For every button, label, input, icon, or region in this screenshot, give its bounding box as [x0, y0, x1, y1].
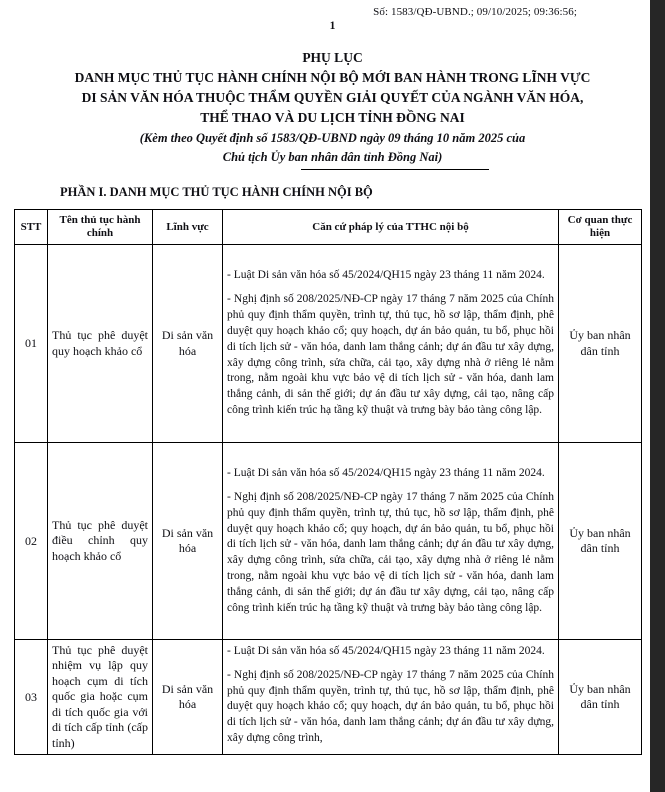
- row2-legal-para-1: - Luật Di sản văn hóa số 45/2024/QH15 ngày 23 tháng 11 năm 2024.: [227, 466, 545, 479]
- table-header-row: [15, 210, 642, 245]
- subtitle-line-2: Chủ tịch Ủy ban nhân dân tỉnh Đồng Nai): [222, 150, 443, 164]
- subtitle-line-1: (Kèm theo Quyết định số 1583/QĐ-UBND ngày 09 tháng 10 năm 2025 của: [139, 131, 526, 145]
- col-header-name: Tên thủ tục hành chính: [48, 210, 153, 245]
- title-line-3: DI SẢN VĂN HÓA THUỘC THẨM QUYỀN GIẢI QUYẾT CỦA NGÀNH VĂN HÓA,: [81, 90, 584, 105]
- table-row: [15, 640, 642, 755]
- row1-legal-para-1: - Luật Di sản văn hóa số 45/2024/QH15 ngày 23 tháng 11 năm 2024.: [227, 269, 545, 282]
- row3-legal-para-2: - Nghị định số 208/2025/NĐ-CP ngày 17 tháng 7 năm 2025 của Chính phủ quy định thẩm quyền, trình tự, thủ tục, hồ sơ lập, thẩm định, phê duyệt quy hoạch khảo cổ; quy hoạch, dự án bảo quản, tu bổ, phục hồi di tích lịch sử - văn hóa, danh lam thắng cảnh; dự án đầu tư xây dựng, xây dựng công trình,: [227, 668, 554, 744]
- row3-stt: 03: [15, 640, 48, 755]
- subtitle-underline: [301, 169, 489, 170]
- procedures-table: [14, 209, 642, 755]
- row1-field: Di sản văn hóa: [153, 245, 223, 443]
- row1-procedure-name: Thủ tục phê duyệt quy hoạch khảo cổ: [48, 245, 153, 443]
- title-block: [0, 48, 665, 128]
- row2-agency: Ủy ban nhân dân tỉnh: [559, 443, 642, 640]
- row2-field: Di sản văn hóa: [153, 443, 223, 640]
- title-line-2: DANH MỤC THỦ TỤC HÀNH CHÍNH NỘI BỘ MỚI BAN HÀNH TRONG LĨNH VỰC: [74, 70, 591, 85]
- row2-legal-basis: [223, 443, 559, 640]
- row2-procedure-name: Thủ tục phê duyệt điều chỉnh quy hoạch khảo cổ: [48, 443, 153, 640]
- doc-number-stamp: Số: 1583/QĐ-UBND.; 09/10/2025; 09:36:56;: [373, 6, 577, 18]
- col-header-agency: Cơ quan thực hiện: [559, 210, 642, 245]
- row2-stt: 02: [15, 443, 48, 640]
- col-header-field: Lĩnh vực: [153, 210, 223, 245]
- row3-legal-basis: [223, 640, 559, 755]
- row1-legal-para-2: - Nghị định số 208/2025/NĐ-CP ngày 17 tháng 7 năm 2025 của Chính phủ quy định thẩm quyền, trình tự, thủ tục, hồ sơ lập, thẩm định, phê duyệt quy hoạch khảo cổ; quy hoạch, dự án bảo quản, tu bổ, phục hồi di tích lịch sử - văn hóa, danh lam thắng cảnh; dự án đầu tư xây dựng, xây dựng công trình, sửa chữa, cải tạo, xây dựng nhà ở riêng lẻ nằm trong, nằm ngoài khu vực bảo vệ di tích lịch sử - văn hóa, danh lam thắng cảnh, di sản thế giới; dự án đầu tư xây dựng, cải tạo, nâng cấp công trình kiến trúc hạ tầng kỹ thuật và trưng bày bảo tàng công lập.: [227, 293, 554, 417]
- row1-agency: Ủy ban nhân dân tỉnh: [559, 245, 642, 443]
- row1-legal-basis: [223, 245, 559, 443]
- viewer-dark-edge: [650, 0, 665, 792]
- col-header-legal: Căn cứ pháp lý của TTHC nội bộ: [223, 210, 559, 245]
- row1-stt: 01: [15, 245, 48, 443]
- row2-legal-para-2: - Nghị định số 208/2025/NĐ-CP ngày 17 tháng 7 năm 2025 của Chính phủ quy định thẩm quyền, trình tự, thủ tục, hồ sơ lập, thẩm định, phê duyệt quy hoạch khảo cổ; quy hoạch, dự án bảo quản, tu bổ, phục hồi di tích lịch sử - văn hóa, danh lam thắng cảnh; dự án đầu tư xây dựng, xây dựng công trình, sửa chữa, cải tạo, xây dựng nhà ở riêng lẻ nằm trong, nằm ngoài khu vực bảo vệ di tích lịch sử - văn hóa, danh lam thắng cảnh, di sản thế giới; dự án đầu tư xây dựng, cải tạo, nâng cấp công trình kiến trúc hạ tầng kỹ thuật và trưng bày bảo tàng công lập.: [227, 490, 554, 614]
- row3-legal-para-1: - Luật Di sản văn hóa số 45/2024/QH15 ngày 23 tháng 11 năm 2024.: [227, 644, 545, 657]
- row3-agency: Ủy ban nhân dân tỉnh: [559, 640, 642, 755]
- page-number: 1: [329, 20, 336, 32]
- subtitle-block: [0, 129, 665, 167]
- title-line-4: THỂ THAO VÀ DU LỊCH TỈNH ĐỒNG NAI: [200, 110, 465, 125]
- row3-field: Di sản văn hóa: [153, 640, 223, 755]
- title-phu-luc: PHỤ LỤC: [302, 50, 363, 65]
- table-row: [15, 245, 642, 443]
- table-row: [15, 443, 642, 640]
- col-header-stt: STT: [15, 210, 48, 245]
- part-heading: PHẦN I. DANH MỤC THỦ TỤC HÀNH CHÍNH NỘI BỘ: [60, 185, 373, 199]
- row3-procedure-name: Thủ tục phê duyệt nhiệm vụ lập quy hoạch cụm di tích quốc gia hoặc cụm di tích quốc gia với di tích cấp tỉnh (cấp tỉnh): [48, 640, 153, 755]
